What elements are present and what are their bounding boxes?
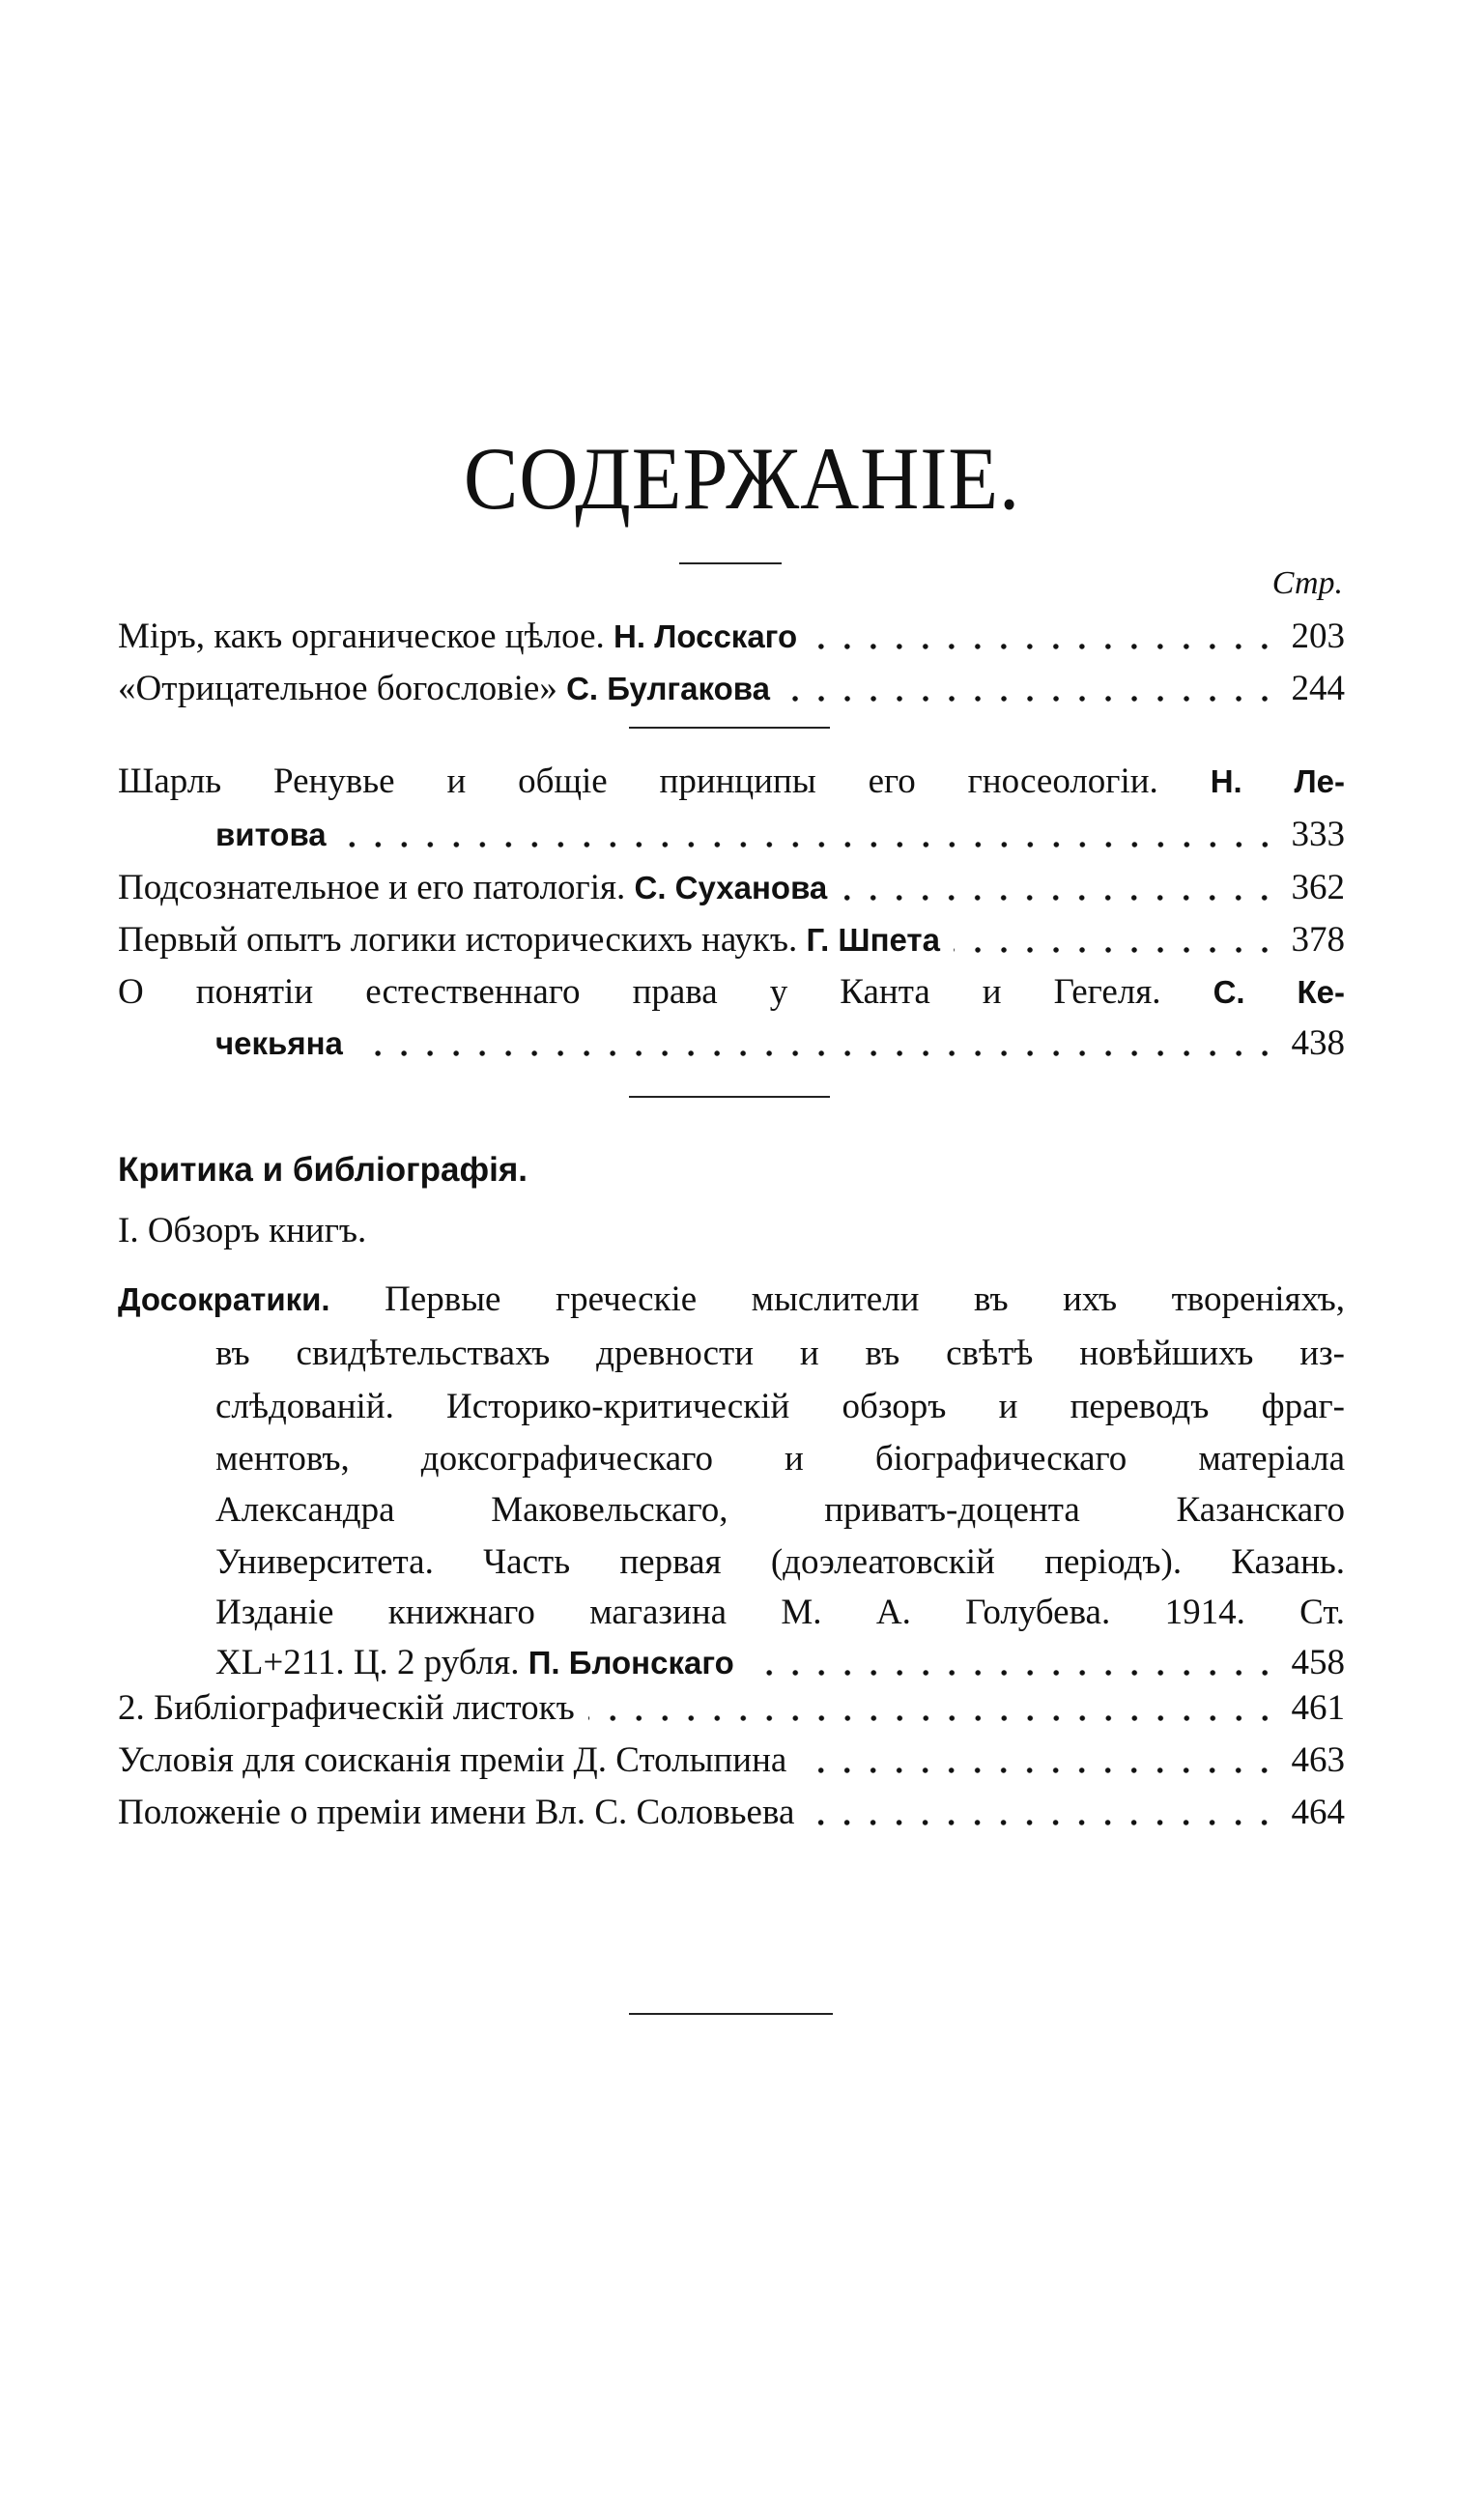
review-line-text: Изданіе книжнаго магазина М. А. Голубева. 1914. Ст. xyxy=(215,1593,1345,1632)
entry-title: «Отрицательное богословіе» xyxy=(118,669,557,708)
dot-leader xyxy=(800,1766,1277,1775)
review-lead: Досократики. xyxy=(118,1281,330,1317)
section-heading: Критика и библіографія. xyxy=(118,1151,528,1189)
review-line xyxy=(215,1328,1345,1380)
entry-author: П. Блонскаго xyxy=(528,1645,734,1680)
divider xyxy=(629,1096,830,1098)
dot-leader xyxy=(357,1048,1278,1058)
entry-author-cont: витова xyxy=(215,817,327,852)
review-line xyxy=(215,1587,1345,1639)
page-title: СОДЕРЖАНІЕ. xyxy=(463,429,1021,528)
review-line-text: ментовъ, доксографическаго и біографическаго матеріала xyxy=(215,1439,1345,1479)
dot-leader xyxy=(340,840,1278,849)
entry-page: 461 xyxy=(1291,1688,1345,1728)
entry-author-cont: чекьяна xyxy=(215,1025,343,1061)
divider xyxy=(629,2013,833,2015)
toc-entry[interactable] xyxy=(118,1735,1345,1787)
review-line-text: XL+211. Ц. 2 рубля. xyxy=(215,1643,520,1682)
toc-entry[interactable] xyxy=(118,966,1345,1019)
dot-leader xyxy=(808,1818,1277,1827)
dot-leader xyxy=(588,1713,1278,1723)
entry-page: 203 xyxy=(1291,617,1345,656)
entry-author: С. Булгакова xyxy=(566,671,770,706)
toc-entry[interactable] xyxy=(118,914,1345,966)
review-line xyxy=(215,1433,1345,1485)
review-entry[interactable] xyxy=(118,1274,1345,1326)
entry-page: 333 xyxy=(1291,815,1345,854)
entry-author: С. Суханова xyxy=(634,870,828,905)
dot-leader xyxy=(954,945,1278,955)
entry-page: 438 xyxy=(1291,1023,1345,1063)
review-line-text: слѣдованій. Историко-критическій обзоръ и переводъ фраг- xyxy=(215,1387,1345,1426)
toc-entry[interactable] xyxy=(118,611,1345,663)
toc-entry[interactable] xyxy=(118,663,1345,715)
entry-page: 244 xyxy=(1291,669,1345,708)
dot-leader xyxy=(748,1668,1278,1678)
toc-entry[interactable] xyxy=(118,756,1345,808)
entry-title: О понятіи естественнаго права у Канта и Гегеля. xyxy=(118,972,1161,1012)
entry-title: Положеніе о преміи имени Вл. С. Соловьева xyxy=(118,1793,795,1832)
review-line: Первые греческіе мыслители въ ихъ твореніяхъ, xyxy=(385,1279,1346,1319)
review-line xyxy=(215,1537,1345,1589)
page-column-label: Стр. xyxy=(1271,565,1343,601)
toc-entry[interactable] xyxy=(118,862,1345,914)
review-line xyxy=(215,1484,1345,1537)
entry-author: С. Ке- xyxy=(1213,974,1346,1010)
entry-title: 2. Библіографическій листокъ xyxy=(118,1688,575,1728)
divider xyxy=(679,562,782,564)
review-line xyxy=(215,1381,1345,1433)
entry-author: Н. Лосскаго xyxy=(614,618,798,654)
review-line-text: Университета. Часть первая (доэлеатовскій періодъ). Казань. xyxy=(215,1542,1345,1582)
entry-title: Міръ, какъ органическое цѣлое. xyxy=(118,617,605,656)
entry-title: Шарль Ренувье и общіе принципы его гносеологіи. xyxy=(118,761,1158,801)
entry-page: 458 xyxy=(1291,1643,1345,1682)
entry-page: 362 xyxy=(1291,868,1345,907)
entry-page: 378 xyxy=(1291,920,1345,960)
divider xyxy=(629,727,830,729)
toc-entry[interactable] xyxy=(118,1682,1345,1735)
subsection-label: I. Обзоръ книгъ. xyxy=(118,1211,367,1250)
toc-entry-continued[interactable] xyxy=(215,809,1345,861)
review-line-text: въ свидѣтельствахъ древности и въ свѣтѣ новѣйшихъ из- xyxy=(215,1334,1345,1373)
entry-page: 464 xyxy=(1291,1793,1345,1832)
review-line-text: Александра Маковельскаго, приватъ-доцента Казанскаго xyxy=(215,1490,1345,1530)
toc-entry[interactable] xyxy=(118,1787,1345,1839)
entry-author: Н. Ле- xyxy=(1210,763,1346,799)
dot-leader xyxy=(784,694,1278,704)
entry-title: Условія для соисканія преміи Д. Столыпина xyxy=(118,1740,787,1780)
entry-author: Г. Шпета xyxy=(806,922,940,958)
entry-title: Подсознательное и его патологія. xyxy=(118,868,626,907)
subsection-heading xyxy=(118,1205,1345,1257)
entry-page: 463 xyxy=(1291,1740,1345,1780)
review-last-line[interactable] xyxy=(215,1637,1345,1689)
dot-leader xyxy=(841,893,1277,903)
toc-entry-continued[interactable] xyxy=(215,1018,1345,1070)
entry-title: Первый опытъ логики историческихъ наукъ. xyxy=(118,920,798,960)
dot-leader xyxy=(811,642,1277,651)
